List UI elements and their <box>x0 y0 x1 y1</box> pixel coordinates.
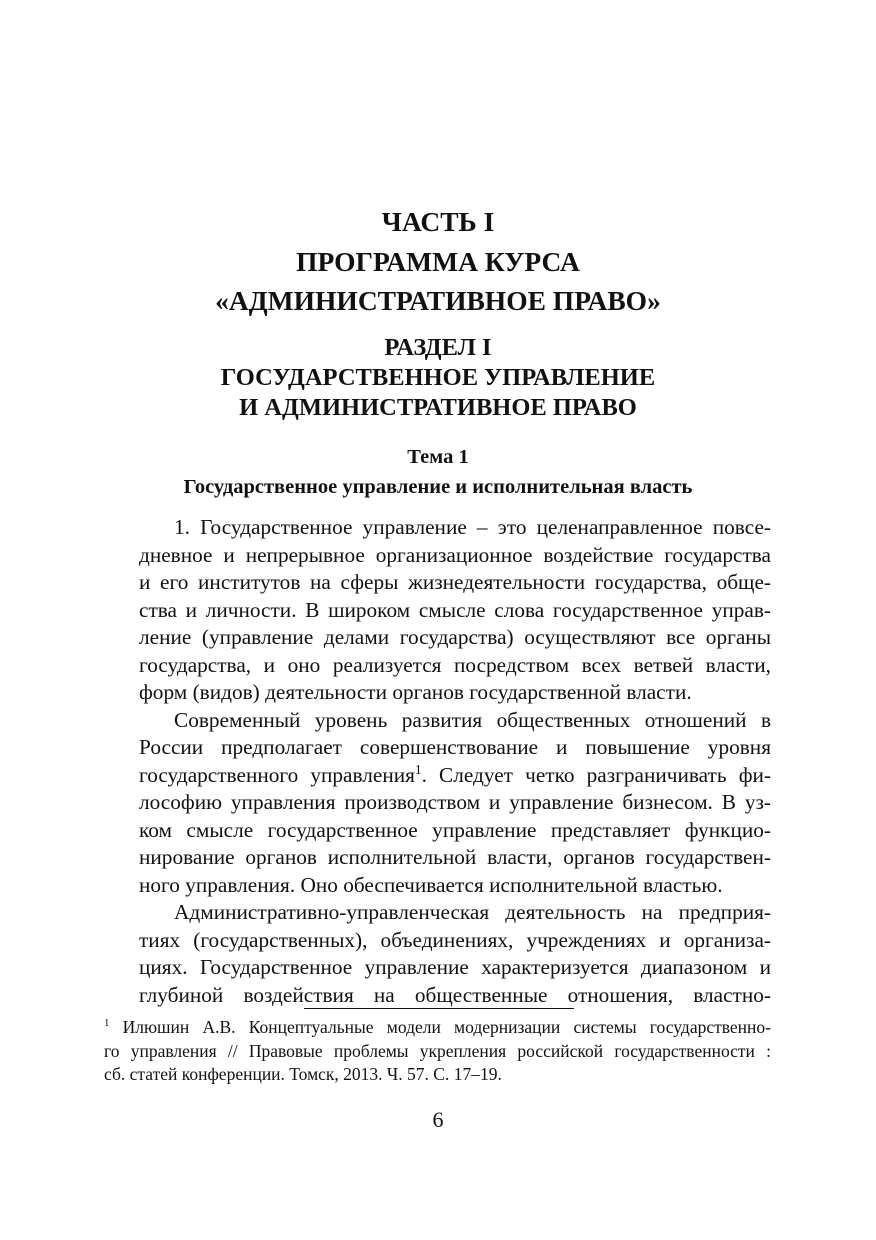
text-line: глубиной воздействия на общественные отношения, властно- <box>139 982 771 1007</box>
footnote-line: го управления // Правовые проблемы укрепления российской государственности : <box>104 1040 771 1061</box>
paragraph <box>104 514 771 707</box>
text-line: государства, и оно реализуется посредством всех ветвей власти, <box>139 652 771 677</box>
text-line: тиях (государственных), объединениях, учреждениях и организа- <box>139 927 771 952</box>
text-line: лософию управления производством и управление бизнесом. В уз- <box>139 790 771 814</box>
text-line: Административно-управленческая деятельность на предприя- <box>174 900 771 924</box>
topic-heading <box>0 442 876 502</box>
page-number: 6 <box>432 1107 444 1132</box>
footnote-line <box>104 1016 771 1040</box>
part-title <box>0 202 876 321</box>
footnote-divider <box>304 1008 574 1009</box>
text-fragment: государственного управления <box>139 762 415 787</box>
section-title-line: И АДМИНИСТРАТИВНОЕ ПРАВО <box>239 394 637 421</box>
topic-number: Тема 1 <box>407 446 469 468</box>
text-line: Современный уровень развития общественных отношений в <box>174 707 771 732</box>
text-line: нирование органов исполнительной власти, органов государствен- <box>139 845 771 869</box>
text-line: 1. Государственное управление – это целенаправленное повсе- <box>174 515 771 539</box>
text-line: ление (управление делами государства) осуществляют все органы <box>139 625 771 649</box>
text-fragment: Илюшин А.В. Концептуальные модели модернизации системы государственно- <box>122 1017 771 1037</box>
body-text <box>104 514 771 1009</box>
text-line: ного управления. Оно обеспечивается исполнительной властью. <box>139 872 723 897</box>
topic-title: Государственное управление и исполнительная власть <box>183 476 693 498</box>
text-line <box>104 762 771 790</box>
text-line: дневное и непрерывное организационное воздействие государства <box>139 542 771 567</box>
text-line: ком смысле государственное управление представляет функцио- <box>139 817 771 842</box>
part-title-line: ЧАСТЬ I <box>381 206 495 237</box>
text-line: форм (видов) деятельности органов государственной власти. <box>139 680 692 704</box>
section-title-line: РАЗДЕЛ I <box>384 334 492 361</box>
text-line: России предполагает совершенствование и повышение уровня <box>139 735 771 759</box>
text-line: циях. Государственное управление характеризуется диапазоном и <box>139 955 771 979</box>
footnote <box>104 1016 771 1087</box>
section-title-line: ГОСУДАРСТВЕННОЕ УПРАВЛЕНИЕ <box>220 364 656 391</box>
paragraph <box>104 707 771 900</box>
part-title-line: «АДМИНИСТРАТИВНОЕ ПРАВО» <box>215 285 661 316</box>
text-line: ства и личности. В широком смысле слова государственное управ- <box>139 597 771 622</box>
footnote-reference[interactable]: 1 <box>414 761 422 777</box>
section-title <box>0 333 876 423</box>
paragraph <box>104 899 771 1009</box>
text-line: и его институтов на сферы жизнедеятельности государства, обще- <box>139 570 771 594</box>
footnote-line: сб. статей конференции. Томск, 2013. Ч. 57. С. 17–19. <box>104 1064 502 1084</box>
text-fragment: . Следует четко разграничивать фи- <box>421 762 771 787</box>
footnote-marker: 1 <box>104 1017 110 1030</box>
part-title-line: ПРОГРАММА КУРСА <box>296 245 580 277</box>
